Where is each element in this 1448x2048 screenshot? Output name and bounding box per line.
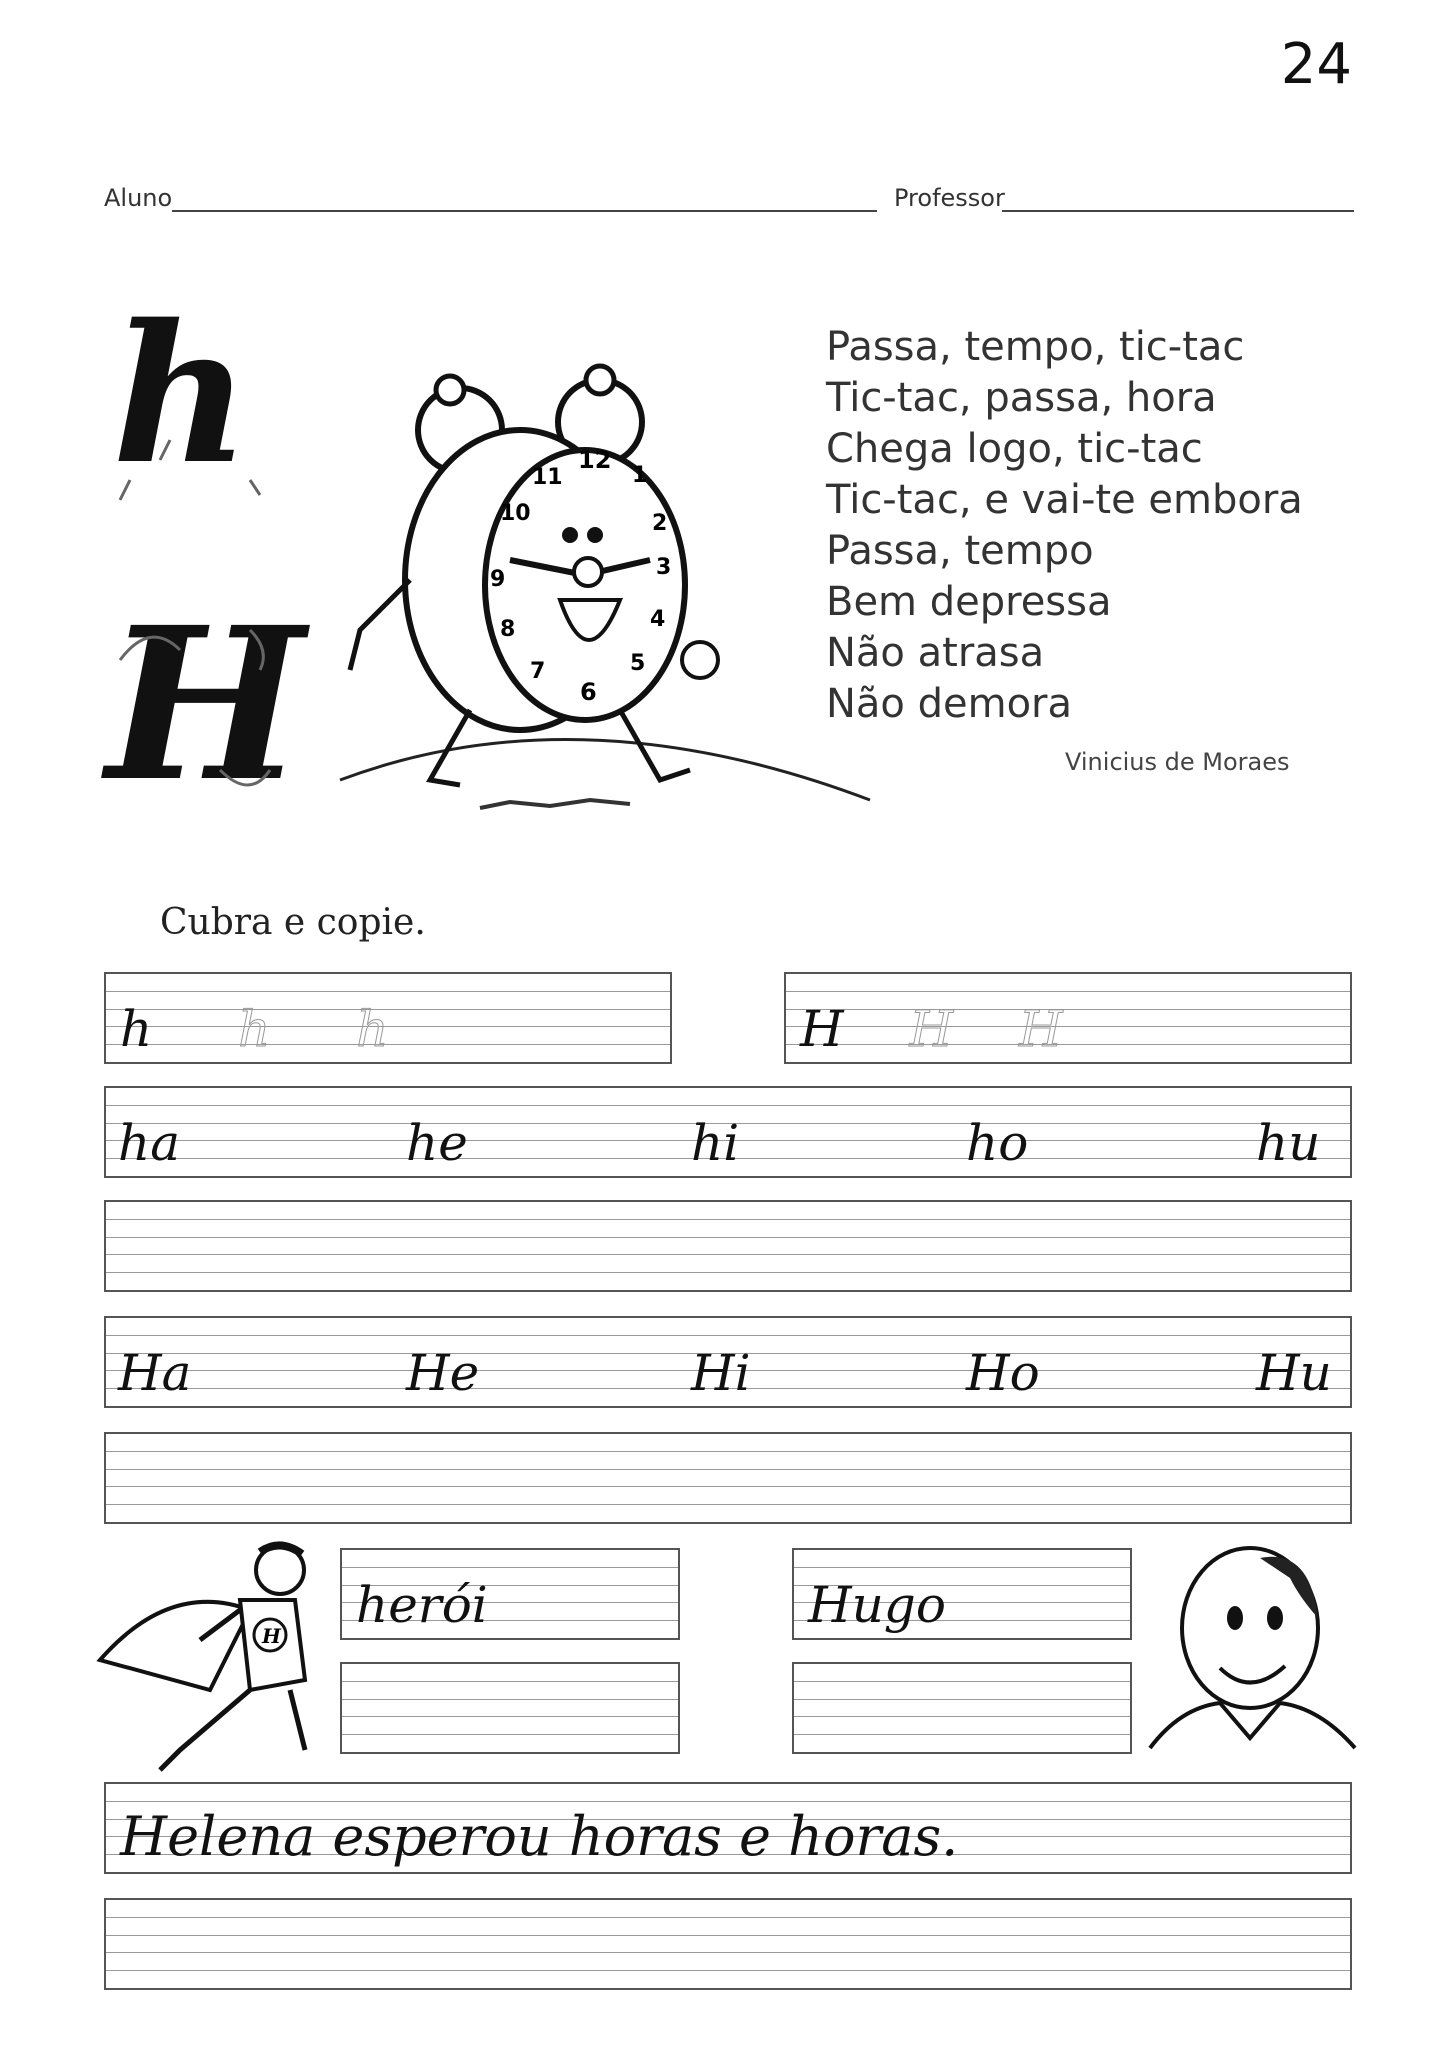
word-model: Hugo [808, 1576, 946, 1634]
poem-line: Não atrasa [826, 630, 1045, 676]
blank-word-box[interactable] [340, 1662, 680, 1754]
letter-trace: h [238, 1000, 271, 1058]
syllable: hi [691, 1114, 740, 1172]
letter-model: H [800, 1000, 844, 1058]
poem-line: Bem depressa [826, 579, 1112, 625]
uppercase-letter-box[interactable] [784, 972, 1352, 1064]
syllable: Ho [966, 1344, 1040, 1402]
clock-number-5: 5 [630, 651, 646, 676]
syllable: he [406, 1114, 468, 1172]
word-box-heroi[interactable] [340, 1548, 680, 1640]
poem-line: Tic-tac, passa, hora [826, 375, 1217, 421]
letter-trace: h [356, 1000, 389, 1058]
letter-trace: H [1019, 1000, 1063, 1058]
student-label: Aluno [104, 184, 173, 212]
lowercase-h-letter: h [112, 283, 251, 506]
blank-word-box[interactable] [792, 1662, 1132, 1754]
word-box-hugo[interactable] [792, 1548, 1132, 1640]
poem-line: Passa, tempo [826, 528, 1094, 574]
sentence-box[interactable] [104, 1782, 1352, 1874]
syllable: Hi [691, 1344, 751, 1402]
syllable: hu [1256, 1114, 1321, 1172]
hero-emblem-text: H [262, 1624, 281, 1648]
clock-number-3: 3 [656, 555, 672, 580]
clock-number-1: 1 [632, 463, 648, 488]
poem-line: Chega logo, tic-tac [826, 426, 1203, 472]
blank-writing-lines[interactable] [104, 1432, 1352, 1524]
clock-number-11: 11 [532, 465, 563, 490]
syllable: Hu [1256, 1344, 1332, 1402]
instruction-text: Cubra e copie. [160, 902, 426, 943]
blank-writing-lines[interactable] [104, 1200, 1352, 1292]
clock-number-12: 12 [578, 446, 612, 474]
syllable: Ha [118, 1344, 192, 1402]
clock-number-6: 6 [580, 678, 597, 706]
clock-number-8: 8 [500, 617, 516, 642]
letter-sample [800, 1000, 1063, 1058]
clock-number-10: 10 [500, 501, 531, 526]
poem [826, 322, 1303, 730]
letter-model: h [120, 1000, 153, 1058]
clock-number-4: 4 [650, 607, 666, 632]
blank-writing-lines[interactable] [104, 1898, 1352, 1990]
stroke-arrows-icon [100, 330, 280, 830]
lowercase-letter-box[interactable] [104, 972, 672, 1064]
syllable: ho [966, 1114, 1029, 1172]
running-clock-illustration [320, 360, 880, 820]
word-model: herói [356, 1576, 488, 1634]
poem-line: Passa, tempo, tic-tac [826, 324, 1245, 370]
poem-line: Tic-tac, e vai-te embora [826, 477, 1303, 523]
teacher-label: Professor [894, 184, 1005, 212]
teacher-name-field[interactable] [1002, 210, 1354, 212]
syllable: He [406, 1344, 480, 1402]
sentence-model: Helena esperou horas e horas. [120, 1805, 959, 1868]
poem-line: Não demora [826, 681, 1073, 727]
man-portrait-illustration [1140, 1538, 1360, 1758]
student-name-field[interactable] [172, 210, 877, 212]
letter-sample [120, 1000, 389, 1058]
clock-number-2: 2 [652, 511, 668, 536]
superhero-illustration [90, 1540, 320, 1780]
poem-author: Vinicius de Moraes [1065, 748, 1290, 776]
clock-number-9: 9 [490, 567, 506, 592]
clock-number-7: 7 [530, 659, 546, 684]
letter-trace: H [909, 1000, 954, 1058]
uppercase-h-letter: H [106, 581, 305, 828]
lowercase-syllables-box[interactable] [104, 1086, 1352, 1178]
uppercase-syllables-box[interactable] [104, 1316, 1352, 1408]
page-number: 24 [1280, 32, 1352, 97]
syllable: ha [118, 1114, 181, 1172]
